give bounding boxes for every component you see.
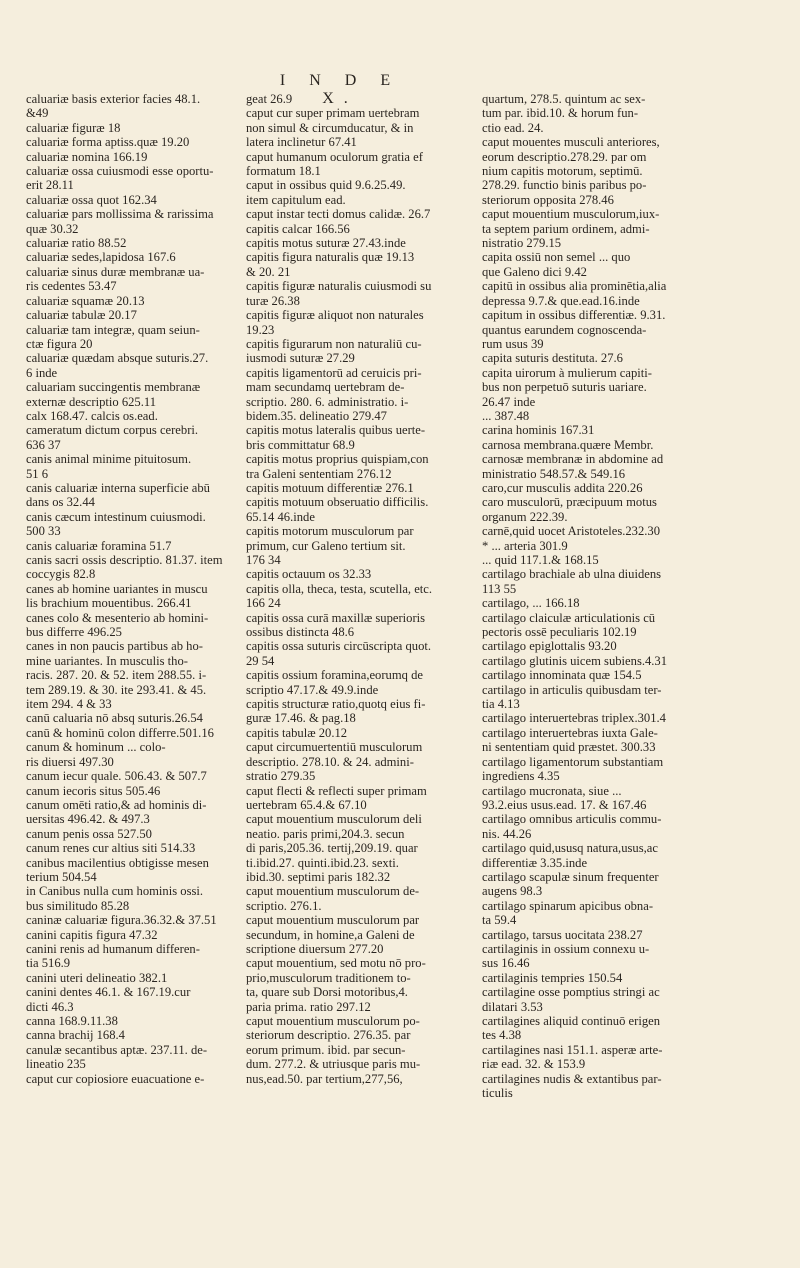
index-entry-line: capitis motorum musculorum par xyxy=(246,524,414,539)
index-entry-line: lineatio 235 xyxy=(26,1057,86,1072)
index-entry-line: guræ 17.46. & pag.18 xyxy=(246,711,356,726)
index-entry-line: carnosa membrana.quære Membr. xyxy=(482,437,654,452)
index-entry-line: bus differre 496.25 xyxy=(26,625,122,640)
index-entry-line: canini uteri delineatio 382.1 xyxy=(26,970,168,985)
index-entry-line: cartilago omnibus articulis commu- xyxy=(482,812,662,827)
index-entry-line: cartilago brachiale ab ulna diuidens xyxy=(482,567,662,582)
index-entry-line: 19.23 xyxy=(246,322,275,337)
index-entry-line: canini dentes 46.1. & 167.19.cur xyxy=(26,985,191,1000)
index-entry-line: tem 289.19. & 30. ite 293.41. & 45. xyxy=(26,682,207,697)
index-entry-line: 176 34 xyxy=(246,553,281,567)
index-entry-line: erit 28.11 xyxy=(26,178,74,193)
index-entry-line: canis caluariæ interna superficie abū xyxy=(26,480,210,495)
index-entry-line: &49 xyxy=(26,106,49,121)
index-entry-line: 65.14 46.inde xyxy=(246,509,315,524)
index-entry-line: cameratum dictum corpus cerebri. xyxy=(26,423,199,438)
index-entry-line: 278.29. functio binis paribus po- xyxy=(482,178,647,193)
index-entry-line: sus 16.46 xyxy=(482,956,530,971)
index-entry-line: capitis motus lateralis quibus uerte- xyxy=(246,423,426,438)
index-entry-line: caput cur super primam uertebram xyxy=(246,106,420,121)
index-entry-line: tes 4.38 xyxy=(482,1028,522,1043)
index-entry-line: dans os 32.44 xyxy=(26,495,95,510)
index-entry-line: racis. 287. 20. & 52. item 288.55. i- xyxy=(26,668,207,683)
index-entry-line: rum usus 39 xyxy=(482,336,544,351)
index-entry-line: nus,ead.50. par tertium,277,56, xyxy=(246,1071,403,1086)
index-entry-line: capitis structuræ ratio,quotq eius fi- xyxy=(246,697,426,712)
index-entry-line: cartilagine osse pomptius stringi ac xyxy=(482,985,660,1000)
index-entry-line: ministratio 548.57.& 549.16 xyxy=(482,466,626,481)
index-entry-line: 26.47 inde xyxy=(482,394,536,409)
index-entry-line: bris committatur 68.9 xyxy=(246,437,355,452)
index-entry-line: dicti 46.3 xyxy=(26,999,74,1014)
index-entry-line: eorum primum. ibid. par secun- xyxy=(246,1042,406,1057)
index-entry-line: cartilagines nudis & extantibus par- xyxy=(482,1071,662,1086)
index-entry-line: cartilago mucronata, siue ... xyxy=(482,783,622,798)
index-entry-line: canum omēti ratio,& ad hominis di- xyxy=(26,797,207,812)
index-entry-line: di paris,205.36. tertij,209.19. quar xyxy=(246,841,418,856)
index-column-middle xyxy=(246,92,470,1086)
index-entry-line: capitis figura naturalis quæ 19.13 xyxy=(246,250,415,265)
index-entry-line: capitis ossa suturis circūscripta quot. xyxy=(246,639,432,654)
index-entry-line: caluariæ sedes,lapidosa 167.6 xyxy=(26,250,176,265)
index-entry-line: caput instar tecti domus calidæ. 26.7 xyxy=(246,207,431,222)
index-entry-line: 166 24 xyxy=(246,596,281,611)
index-entry-line: eorum descriptio.278.29. par om xyxy=(482,149,647,164)
index-entry-line: cartilago scapulæ sinum frequenter xyxy=(482,869,659,884)
index-entry-line: caluariæ pars mollissima & rarissima xyxy=(26,207,214,222)
index-entry-line: bus non perpetuō suturis uariare. xyxy=(482,380,647,395)
index-entry-line: capitis octauum os 32.33 xyxy=(246,567,372,582)
index-entry-line: caluariæ ratio 88.52 xyxy=(26,236,127,251)
index-entry-line: caluariæ ossa quot 162.34 xyxy=(26,192,157,207)
index-entry-line: capitis figuræ naturalis cuiusmodi su xyxy=(246,279,432,294)
running-header: I N D E X. xyxy=(279,72,401,107)
index-entry-line: tia 4.13 xyxy=(482,697,520,712)
index-entry-line: canes ab homine uariantes in muscu xyxy=(26,581,208,596)
index-entry-line: canna brachij 168.4 xyxy=(26,1028,125,1043)
index-entry-line: cartilaginis tempries 150.54 xyxy=(482,970,623,985)
index-entry-line: turæ 26.38 xyxy=(246,293,300,308)
index-entry-line: caput mouentium musculorum po- xyxy=(246,1014,420,1028)
index-entry-line: caput mouentium, sed motu nō pro- xyxy=(246,956,426,971)
index-entry-line: caluariam succingentis membranæ xyxy=(26,380,201,395)
index-entry-line: canum renes cur altius siti 514.33 xyxy=(26,841,196,856)
index-entry-line: canes in non paucis partibus ab ho- xyxy=(26,639,203,654)
index-entry-line: caluariæ tabulæ 20.17 xyxy=(26,308,137,323)
index-entry-line: coccygis 82.8 xyxy=(26,567,96,582)
index-entry-line: caput mouentium musculorum de- xyxy=(246,884,420,899)
index-entry-line: bidem.35. delineatio 279.47 xyxy=(246,408,387,423)
index-entry-line: caluariæ tam integræ, quam seiun- xyxy=(26,322,200,337)
index-entry-line: carina hominis 167.31 xyxy=(482,423,595,438)
index-entry-line: ctio ead. 24. xyxy=(482,120,544,135)
index-entry-line: caluariæ figuræ 18 xyxy=(26,120,121,135)
index-entry-line: canum & hominum ... colo- xyxy=(26,740,166,755)
index-entry-line: caput cur copiosiore euacuatione e- xyxy=(26,1071,205,1086)
index-column-left xyxy=(26,92,236,1086)
index-entry-line: neatio. paris primi,204.3. secun xyxy=(246,826,405,841)
index-entry-line: quæ 30.32 xyxy=(26,221,79,236)
index-entry-line: caput mouentium musculorum par xyxy=(246,913,420,928)
index-entry-line: canini capitis figura 47.32 xyxy=(26,927,158,942)
index-entry-line: nistratio 279.15 xyxy=(482,236,562,251)
index-entry-line: cartilago claiculæ articulationis cū xyxy=(482,610,656,625)
index-entry-line: cartilago innominata quæ 154.5 xyxy=(482,668,642,683)
index-entry-line: ctæ figura 20 xyxy=(26,336,93,351)
index-entry-line: item 294. 4 & 33 xyxy=(26,697,112,712)
index-entry-line: caput mouentium musculorum,iux- xyxy=(482,207,660,222)
index-entry-line: caput circumuertentiū musculorum xyxy=(246,740,423,755)
index-entry-line: descriptio. 278.10. & 24. admini- xyxy=(246,754,414,769)
index-entry-line: nium capitis motorum, septimū. xyxy=(482,164,643,179)
index-entry-line: caput humanum oculorum gratia ef xyxy=(246,149,423,164)
index-entry-line: capitis calcar 166.56 xyxy=(246,221,350,236)
index-entry-line: mine uariantes. In musculis tho- xyxy=(26,653,188,668)
index-entry-line: dum. 277.2. & utriusque paris mu- xyxy=(246,1057,421,1072)
index-entry-line: capitis motuum differentiæ 276.1 xyxy=(246,480,414,495)
index-entry-line: capitis motuum obseruatio difficilis. xyxy=(246,495,429,510)
index-entry-line: prio,musculorum traditionem to- xyxy=(246,970,411,985)
index-entry-line: lis brachium mouentibus. 266.41 xyxy=(26,596,192,611)
index-entry-line: caluariæ quædam absque suturis.27. xyxy=(26,351,209,366)
index-entry-line: caput in ossibus quid 9.6.25.49. xyxy=(246,178,406,193)
index-entry-line: primum, cur Galeno tertium sit. xyxy=(246,538,406,553)
index-entry-line: in Canibus nulla cum hominis ossi. xyxy=(26,884,204,899)
index-entry-line: calx 168.47. calcis os.ead. xyxy=(26,408,158,423)
index-entry-line: depressa 9.7.& que.ead.16.inde xyxy=(482,293,640,308)
index-entry-line: capitum in ossibus differentiæ. 9.31. xyxy=(482,308,666,323)
index-entry-line: capita ossiū non semel ... quo xyxy=(482,250,631,265)
index-entry-line: 113 55 xyxy=(482,581,517,596)
index-entry-line: ... 387.48 xyxy=(482,408,530,423)
index-entry-line: ni sententiam quid præstet. 300.33 xyxy=(482,740,656,755)
index-entry-line: caro musculorū, præcipuum motus xyxy=(482,495,657,510)
index-entry-line: & 20. 21 xyxy=(246,264,291,279)
index-entry-line: caninæ caluariæ figura.36.32.& 37.51 xyxy=(26,913,217,928)
index-column-right xyxy=(482,92,704,1100)
index-entry-line: externæ descriptio 625.11 xyxy=(26,394,156,409)
index-entry-line: differentiæ 3.35.inde xyxy=(482,855,588,870)
index-entry-line: caput mouentes musculi anteriores, xyxy=(482,135,660,150)
index-entry-line: cartilago interuertebras triplex.301.4 xyxy=(482,711,666,726)
index-entry-line: canū & hominū colon differre.501.16 xyxy=(26,725,214,740)
index-entry-line: uersitas 496.42. & 497.3 xyxy=(26,812,150,827)
index-entry-line: bus similitudo 85.28 xyxy=(26,898,130,913)
index-entry-line: cartilagines aliquid continuō erigen xyxy=(482,1014,661,1028)
index-entry-line: capita uirorum à mulierum capiti- xyxy=(482,365,652,380)
index-entry-line: canū caluaria nō absq suturis.26.54 xyxy=(26,711,203,726)
index-entry-line: tum par. ibid.10. & horum fun- xyxy=(482,106,639,121)
index-entry-line: nis. 44.26 xyxy=(482,826,532,841)
index-entry-line: scriptio. 276.1. xyxy=(246,898,322,913)
index-entry-line: tra Galeni sententiam 276.12 xyxy=(246,466,392,481)
index-entry-line: caluariæ sinus duræ membranæ ua- xyxy=(26,264,205,279)
index-entry-line: latera inclinetur 67.41 xyxy=(246,135,357,150)
index-entry-line: capita suturis destituta. 27.6 xyxy=(482,351,623,366)
index-entry-line: geat 26.9 xyxy=(246,92,293,106)
index-entry-line: caluariæ forma aptiss.quæ 19.20 xyxy=(26,135,190,150)
index-entry-line: ticulis xyxy=(482,1086,513,1101)
index-entry-line: canum iecoris situs 505.46 xyxy=(26,783,161,798)
index-entry-line: capitū in ossibus alia prominētia,alia xyxy=(482,279,667,294)
index-entry-line: canis caluariæ foramina 51.7 xyxy=(26,538,172,553)
index-entry-line: cartilago quid,ususq natura,usus,ac xyxy=(482,841,658,856)
index-entry-line: cartilago, tarsus uocitata 238.27 xyxy=(482,927,643,942)
index-entry-line: carnosæ membranæ in abdomine ad xyxy=(482,452,664,467)
index-entry-line: pectoris ossē peculiaris 102.19 xyxy=(482,625,637,640)
index-entry-line: steriorum descriptio. 276.35. par xyxy=(246,1028,411,1043)
index-entry-line: 636 37 xyxy=(26,437,61,452)
index-entry-line: capitis olla, theca, testa, scutella, etc. xyxy=(246,581,433,596)
index-entry-line: capitis ligamentorū ad ceruicis pri- xyxy=(246,365,422,380)
index-entry-line: item capitulum ead. xyxy=(246,192,346,207)
index-entry-line: ta septem parium ordinem, admi- xyxy=(482,221,650,236)
index-entry-line: capitis ossium foramina,eorumq de xyxy=(246,668,423,683)
index-entry-line: ossibus distincta 48.6 xyxy=(246,625,355,640)
index-entry-line: cartilago ligamentorum substantiam xyxy=(482,754,664,769)
index-entry-line: organum 222.39. xyxy=(482,509,568,524)
index-entry-line: cartilago glutinis uicem subiens.4.31 xyxy=(482,653,668,668)
index-entry-line: ris diuersi 497.30 xyxy=(26,754,114,769)
index-entry-line: riæ ead. 32. & 153.9 xyxy=(482,1057,586,1072)
index-entry-line: scriptione diuersum 277.20 xyxy=(246,941,384,956)
index-entry-line: canis cæcum intestinum cuiusmodi. xyxy=(26,509,206,524)
index-entry-line: 51 6 xyxy=(26,466,49,481)
index-entry-line: terium 504.54 xyxy=(26,869,97,884)
index-entry-line: cartilago in articulis quibusdam ter- xyxy=(482,682,662,697)
index-entry-line: iusmodi suturæ 27.29 xyxy=(246,351,355,366)
index-entry-line: cartilago spinarum apicibus obna- xyxy=(482,898,654,913)
index-entry-line: ... quid 117.1.& 168.15 xyxy=(482,553,599,567)
index-entry-line: tia 516.9 xyxy=(26,956,71,971)
index-entry-line: capitis motus suturæ 27.43.inde xyxy=(246,236,406,251)
index-entry-line: non simul & circumducatur, & in xyxy=(246,120,414,135)
index-entry-line: ingrediens 4.35 xyxy=(482,769,560,784)
index-entry-line: augens 98.3 xyxy=(482,884,543,899)
index-entry-line: caluariæ basis exterior facies 48.1. xyxy=(26,92,201,106)
index-entry-line: ta 59.4 xyxy=(482,913,517,928)
index-entry-line: stratio 279.35 xyxy=(246,769,316,784)
index-entry-line: caluariæ nomina 166.19 xyxy=(26,149,148,164)
index-entry-line: cartilaginis in ossium connexu u- xyxy=(482,941,650,956)
index-entry-line: caput mouentium musculorum deli xyxy=(246,812,422,827)
index-entry-line: capitis motus proprius quispiam,con xyxy=(246,452,429,467)
index-entry-line: caput flecti & reflecti super primam xyxy=(246,783,427,798)
index-entry-line: 93.2.eius usus.ead. 17. & 167.46 xyxy=(482,797,647,812)
index-entry-line: canis animal minime pituitosum. xyxy=(26,452,192,467)
index-entry-line: secundum, in homine,a Galeni de xyxy=(246,927,415,942)
index-entry-line: ris cedentes 53.47 xyxy=(26,279,117,294)
index-entry-line: ibid.30. septimi paris 182.32 xyxy=(246,869,391,884)
index-entry-line: cartilago interuertebras iuxta Gale- xyxy=(482,725,658,740)
index-entry-line: ti.ibid.27. quinti.ibid.23. sexti. xyxy=(246,855,399,870)
index-entry-line: quantus earundem cognoscenda- xyxy=(482,322,647,337)
index-entry-line: canes colo & mesenterio ab homini- xyxy=(26,610,209,625)
index-entry-line: 29 54 xyxy=(246,653,275,668)
index-entry-line: cartilago epiglottalis 93.20 xyxy=(482,639,617,654)
index-entry-line: mam secundamq uertebram de- xyxy=(246,380,405,395)
index-entry-line: canibus macilentius obtigisse mesen xyxy=(26,855,209,870)
index-entry-line: 500 33 xyxy=(26,524,61,539)
index-entry-line: caro,cur musculis addita 220.26 xyxy=(482,480,643,495)
index-entry-line: caluariæ ossa cuiusmodi esse oportu- xyxy=(26,164,214,179)
index-entry-line: capitis figuræ aliquot non naturales xyxy=(246,308,424,323)
index-entry-line: canulæ secantibus aptæ. 237.11. de- xyxy=(26,1042,208,1057)
index-entry-line: paria prima. ratio 297.12 xyxy=(246,999,371,1014)
index-entry-line: canum penis ossa 527.50 xyxy=(26,826,152,841)
index-entry-line: scriptio. 280. 6. administratio. i- xyxy=(246,394,409,409)
index-entry-line: uertebram 65.4.& 67.10 xyxy=(246,797,367,812)
index-entry-line: capitis ossa curā maxillæ superioris xyxy=(246,610,426,625)
index-entry-line: scriptio 47.17.& 49.9.inde xyxy=(246,682,379,697)
index-entry-line: dilatari 3.53 xyxy=(482,999,543,1014)
index-entry-line: cartilago, ... 166.18 xyxy=(482,596,580,611)
index-entry-line: carnē,quid uocet Aristoteles.232.30 xyxy=(482,524,661,539)
index-entry-line: caluariæ squamæ 20.13 xyxy=(26,293,145,308)
index-entry-line: canis sacri ossis descriptio. 81.37. item xyxy=(26,553,223,567)
index-entry-line: que Galeno dici 9.42 xyxy=(482,264,587,279)
index-entry-line: formatum 18.1 xyxy=(246,164,321,179)
index-entry-line: capitis figurarum non naturaliū cu- xyxy=(246,336,422,351)
index-entry-line: * ... arteria 301.9 xyxy=(482,538,568,553)
index-entry-line: 6 inde xyxy=(26,365,58,380)
index-entry-line: canum iecur quale. 506.43. & 507.7 xyxy=(26,769,207,784)
index-entry-line: capitis tabulæ 20.12 xyxy=(246,725,348,740)
index-entry-line: quartum, 278.5. quintum ac sex- xyxy=(482,92,646,106)
index-entry-line: canini renis ad humanum differen- xyxy=(26,941,200,956)
index-entry-line: cartilagines nasi 151.1. asperæ arte- xyxy=(482,1042,663,1057)
index-entry-line: steriorum opposita 278.46 xyxy=(482,192,614,207)
index-entry-line: ta, quare sub Dorsi motoribus,4. xyxy=(246,985,408,1000)
index-entry-line: canna 168.9.11.38 xyxy=(26,1014,118,1028)
